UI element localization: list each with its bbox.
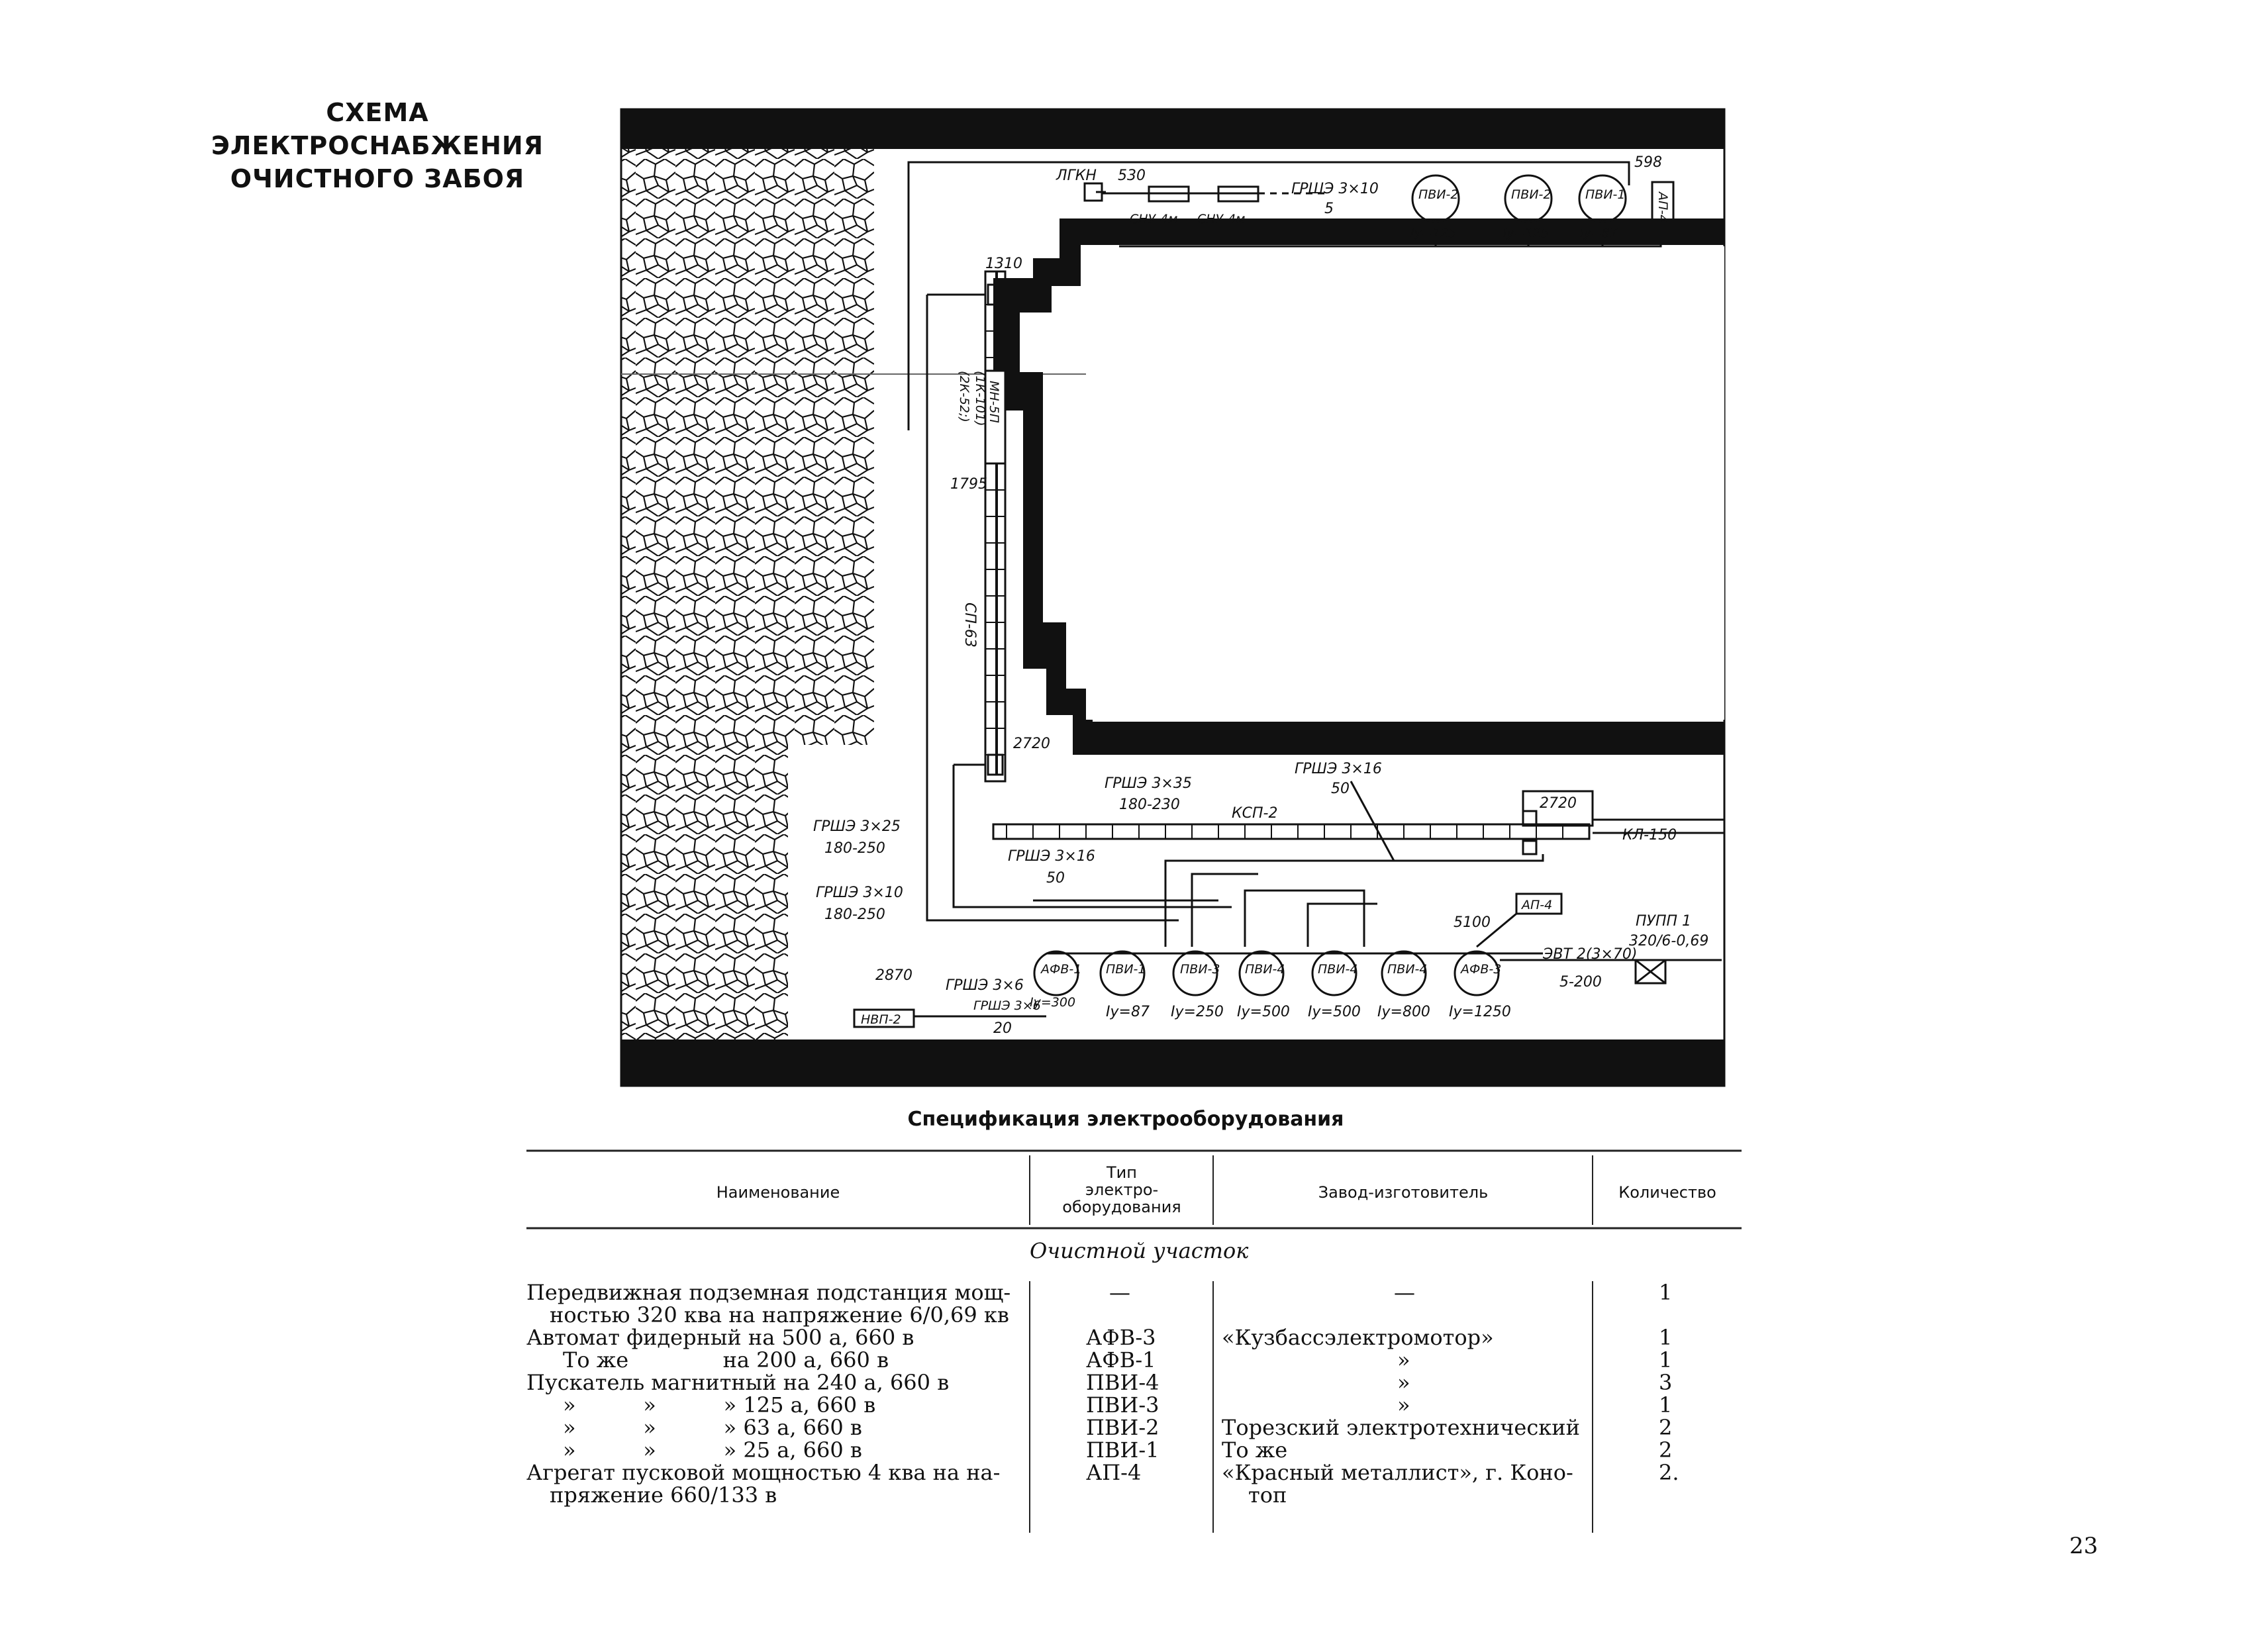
row-5-maker: » (1397, 1392, 1410, 1418)
lbl-iy500-a: Iу=500 (1237, 1004, 1290, 1020)
lbl-iy800: Iу=800 (1377, 1004, 1430, 1020)
row-9-maker: топ (1248, 1482, 1287, 1508)
lbl-pvi4-c: ПВИ-4 (1387, 962, 1428, 977)
row-3-qty: 1 (1659, 1347, 1673, 1373)
lbl-530: 530 (1118, 168, 1146, 184)
lbl-2870: 2870 (875, 967, 912, 984)
lbl-pvi1-bottom: ПВИ-1 (1106, 962, 1146, 977)
lbl-grsh-3x25: ГРШЭ 3×25 (813, 818, 901, 835)
row-7-maker: То же (1222, 1437, 1288, 1463)
lbl-snu1: СНУ-4м (1130, 212, 1178, 226)
goaf-area (1086, 246, 1724, 720)
lbl-1310: 1310 (985, 256, 1022, 272)
row-8-name: Агрегат пусковой мощностью 4 ква на на- (526, 1460, 1001, 1485)
row-3-maker: » (1397, 1347, 1410, 1373)
row-1-name: ностью 320 ква на напряжение 6/0,69 кв (550, 1302, 1009, 1328)
lbl-pvi3: ПВИ-3 (1180, 962, 1220, 977)
header-type-line3: оборудования (1062, 1198, 1181, 1216)
lbl-ap4-bottom: АП-4 (1522, 898, 1553, 912)
lbl-20: 20 (993, 1020, 1012, 1037)
lbl-pvi4-a: ПВИ-4 (1245, 962, 1285, 977)
ksp2-conveyor (993, 824, 1589, 839)
lbl-2720-a: 2720 (1013, 736, 1050, 752)
section-heading: Очистной участок (1030, 1238, 1249, 1263)
row-9-name: пряжение 660/133 в (550, 1482, 777, 1508)
lbl-iy250: Iу=250 (1171, 1004, 1224, 1020)
lbl-5: 5 (1324, 201, 1334, 217)
lbl-pvi1-top: ПВИ-1 (1585, 187, 1626, 202)
lbl-nvp2: НВП-2 (861, 1012, 901, 1027)
bottom-black-band (621, 1039, 1724, 1086)
row-3-type: АФВ-1 (1086, 1347, 1156, 1373)
lbl-grsh-3x35: ГРШЭ 3×35 (1105, 775, 1192, 792)
row-6-type: ПВИ-2 (1086, 1415, 1159, 1440)
row-4-type: ПВИ-4 (1086, 1370, 1159, 1395)
row-7-type: ПВИ-1 (1086, 1437, 1159, 1463)
lbl-2k52: (2К-52;) (957, 371, 971, 422)
lbl-2720-b: 2720 (1540, 795, 1577, 812)
row-7-name: » » » 25 а, 660 в (563, 1437, 862, 1463)
row-4-maker: » (1397, 1370, 1410, 1395)
row-6-qty: 2 (1659, 1415, 1673, 1440)
lbl-afv3: АФВ-3 (1461, 962, 1502, 977)
row-6-name: » » » 63 а, 660 в (563, 1415, 862, 1440)
row-2-qty: 1 (1659, 1325, 1673, 1350)
lbl-50-a: 50 (1331, 781, 1350, 797)
lbl-1k101: (1К-101) (973, 371, 987, 426)
header-maker: Завод-изготовитель (1318, 1183, 1489, 1202)
lbl-evt: ЭВТ 2(3×70) (1543, 946, 1638, 963)
row-4-qty: 3 (1659, 1370, 1673, 1395)
lbl-pupp-voltage: 320/6-0,69 (1629, 933, 1709, 949)
lbl-iy1250: Iу=1250 (1449, 1004, 1511, 1020)
lbl-598: 598 (1634, 154, 1662, 171)
spec-title: Спецификация электрооборудования (907, 1108, 1344, 1131)
lbl-50-b: 50 (1046, 870, 1065, 887)
row-2-name: Автомат фидерный на 500 а, 660 в (526, 1325, 914, 1350)
lbl-iy125-a: Iу=125 (1410, 226, 1457, 240)
page-number: 23 (2069, 1533, 2098, 1559)
title-line-1: СХЕМА ЭЛЕКТРОСНАБЖЕНИЯ (211, 98, 544, 160)
lbl-grsh-3x16-b: ГРШЭ 3×16 (1008, 848, 1095, 865)
lbl-iy87-bottom: Iу=87 (1106, 1004, 1150, 1020)
row-3-name: То же на 200 а, 660 в (563, 1347, 889, 1373)
row-7-qty: 2 (1659, 1437, 1673, 1463)
lbl-180-230: 180-230 (1119, 797, 1180, 813)
lbl-grsh-3x10-top: ГРШЭ 3×10 (1291, 181, 1379, 197)
top-black-band (621, 109, 1724, 149)
lbl-mn5p: МН-5П (987, 381, 1001, 423)
lbl-grsh-3x6-a: ГРШЭ 3×6 (946, 977, 1024, 994)
lbl-grsh-3x10-b: ГРШЭ 3×10 (816, 885, 903, 901)
lbl-180-250-b: 180-250 (824, 906, 885, 923)
row-0-name: Передвижная подземная подстанция мощ- (526, 1280, 1011, 1305)
title-line-2: ОЧИСТНОГО ЗАБОЯ (230, 164, 525, 193)
lbl-5-200: 5-200 (1559, 974, 1602, 990)
lbl-5100: 5100 (1454, 914, 1491, 931)
lbl-iy300: Iу=300 (1030, 995, 1076, 1010)
lbl-180-250-a: 180-250 (824, 840, 885, 857)
lbl-kl150: КЛ-150 (1622, 827, 1677, 844)
row-4-name: Пускатель магнитный на 240 а, 660 в (526, 1370, 950, 1395)
row-5-qty: 1 (1659, 1392, 1673, 1418)
row-2-maker: «Кузбассэлектромотор» (1222, 1325, 1494, 1350)
lbl-snu2: СНУ-4м (1197, 212, 1246, 226)
row-0-type: — (1109, 1280, 1130, 1305)
lbl-iy500-b: Iу=500 (1308, 1004, 1361, 1020)
lbl-pvi4-b: ПВИ-4 (1318, 962, 1358, 977)
header-type-line1: Тип (1107, 1163, 1137, 1182)
header-qty: Количество (1618, 1183, 1716, 1202)
lbl-sp63: СП-63 (961, 603, 978, 648)
row-0-maker: — (1394, 1280, 1415, 1305)
lbl-1795: 1795 (950, 476, 987, 493)
lbl-iy125-b: Iу=125 (1503, 226, 1550, 240)
lbl-pvi2-b: ПВИ-2 (1511, 187, 1552, 202)
lbl-ap4-top: АП-4 (1655, 192, 1670, 223)
lbl-lgkn: ЛГКН (1056, 168, 1097, 184)
header-type (1032, 1164, 1212, 1216)
row-2-type: АФВ-3 (1086, 1325, 1156, 1350)
row-8-maker: «Красный металлист», г. Коно- (1222, 1460, 1573, 1485)
header-name: Наименование (716, 1183, 840, 1202)
lbl-pupp: ПУПП 1 (1636, 913, 1692, 930)
row-8-type: АП-4 (1086, 1460, 1142, 1485)
lbl-grsh-3x6-b: ГРШЭ 3×6 (973, 998, 1041, 1013)
row-5-name: » » » 125 а, 660 в (563, 1392, 876, 1418)
lbl-pvi2-a: ПВИ-2 (1418, 187, 1459, 202)
row-6-maker: Торезский электротехнический (1222, 1415, 1580, 1440)
row-8-qty: 2. (1659, 1460, 1679, 1485)
lbl-afv1: АФВ-1 (1041, 962, 1082, 977)
lbl-grsh-3x16-a: ГРШЭ 3×16 (1295, 761, 1382, 777)
row-0-qty: 1 (1659, 1280, 1673, 1305)
lbl-iy87-top: Iу=87 (1580, 226, 1618, 240)
header-type-line2: электро- (1085, 1181, 1159, 1199)
lbl-ksp2: КСП-2 (1232, 805, 1278, 822)
row-5-type: ПВИ-3 (1086, 1392, 1159, 1418)
